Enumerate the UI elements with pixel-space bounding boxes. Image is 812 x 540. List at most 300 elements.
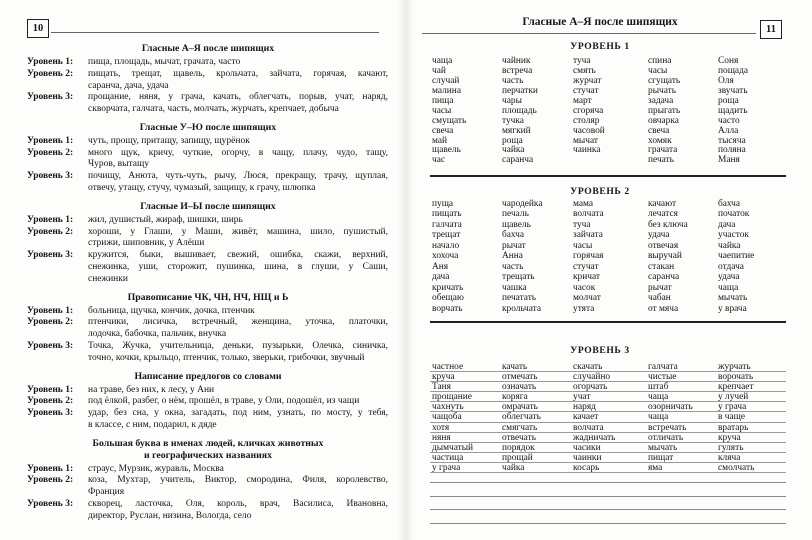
level-word-list [88,396,388,408]
level-text-line: под ёлкой, разбег, о нём, прошёл, в траве, у Оли, подошёл, из чащи [88,396,360,407]
word-row [430,251,786,262]
word-cell: смягчать [502,422,538,433]
word-cell: у грача [718,402,747,413]
page-number-box: 11 [760,20,782,39]
level-label: Уровень 1: [27,214,74,225]
word-cell: дача [432,272,450,282]
word-row [430,412,786,422]
word-cell: омрачать [502,402,538,413]
level-label: Уровень 2: [27,147,74,158]
word-cell: чаща [648,392,669,403]
word-cell: чайка [502,462,525,473]
word-cell: отдача [718,261,744,272]
level-word-list [88,171,388,195]
word-cell: звучать [718,85,748,96]
word-cell: часы [573,240,593,251]
word-cell: чаинка [573,145,601,156]
level-text-line: пища, площадь, мычат, грачата, часто [88,57,241,67]
word-cell: галчата [432,219,462,230]
word-cell: Таня [432,382,451,393]
word-cell: бахча [502,230,525,240]
word-cell: круча [432,372,455,383]
writing-line [430,496,786,497]
word-cell: малина [432,85,461,96]
word-cell: качает [573,412,599,423]
word-cell: отмечать [502,372,538,383]
level-label: Уровень 2: [27,475,74,486]
level-heading: УРОВЕНЬ 3 [570,345,630,356]
level-word-list [88,385,388,397]
word-row [430,423,786,433]
word-cell: утята [573,303,595,314]
word-row [430,209,786,220]
word-cell: у грача [432,462,461,473]
level-text-line: точно, кочки, крыльцо, птенчик, только, зверьки, грибочки, звучный [88,352,365,363]
word-cell: чаепитие [718,251,755,261]
level-text-line: страус, Мурзик, журавль, Москва [88,463,224,474]
word-cell: встреча [502,65,533,76]
level-label: Уровень 2: [27,396,74,407]
word-cell: удача [648,230,670,240]
level-text-line: саранча, дача, удача [88,80,169,91]
word-row [430,463,786,473]
word-cell: часовой [573,125,605,136]
level-label: Уровень 2: [27,317,74,328]
word-cell: отличать [648,432,684,443]
word-cell: коряга [502,392,528,403]
word-cell: столяр [573,115,600,126]
word-cell: в чаще [718,412,746,423]
section-title: Правописание ЧК, ЧН, НЧ, НЩ и Ь [127,291,289,303]
section-heading [27,438,389,462]
word-cell: выручай [648,251,682,261]
word-row [430,443,786,453]
word-cell: чабан [648,293,671,303]
word-cell: яма [648,462,663,473]
word-cell: качают [648,198,677,209]
word-cell: овчарка [648,115,679,126]
word-cell: учат [573,392,591,403]
word-row [430,392,786,402]
word-cell: чаща [718,282,739,293]
word-cell: чайка [502,145,525,156]
word-cell: отвечать [502,432,536,443]
level-label: Уровень 3: [27,408,74,418]
word-cell: журчать [718,362,751,372]
level-word-list [88,148,388,172]
word-cell: рычат [502,240,526,251]
word-cell: саранча [648,272,680,282]
level-label: Уровень 3: [27,250,74,261]
word-cell: трещать [502,272,535,282]
level-label: Уровень 3: [27,498,74,509]
word-grid [430,362,786,473]
word-grid [430,57,786,166]
word-cell: кричать [432,282,464,293]
level-word-list [88,306,388,318]
level-text-line: снежинка, уши, сторожит, пушинка, шина, в глуши, у Саши, [88,261,388,272]
level-text-line: стрижи, шиповник, у Алёши [88,238,205,249]
word-cell: дымчатый [432,442,474,453]
word-cell: участок [718,230,749,240]
running-header: Гласные А–Я после шипящих [522,16,678,28]
word-cell: чары [502,95,522,106]
level-row [27,148,389,172]
word-row [430,283,786,294]
level-text-line: птенчики, лисичка, встречный, женщина, уточка, платочки, [88,317,388,328]
level-text-line: отвечу, утащу, стучу, чумазый, защищу, к грачу, шлюпка [88,182,316,193]
level-row [27,136,389,148]
word-cell: кляча [718,452,741,463]
word-cell: Маня [718,155,740,166]
word-cell: штаб [648,382,669,393]
level-text-line: кружится, быки, вышивает, свежий, ошибка, скажи, верхний, [88,250,388,261]
word-cell: у лучей [718,392,749,403]
word-cell: галчата [648,362,678,372]
word-cell: няня [432,432,451,443]
word-cell: чашка [502,282,527,293]
word-cell: Алла [718,125,739,136]
level-word-list [88,475,388,499]
word-cell: Аня [432,261,449,272]
word-cell: прыгать [648,105,681,116]
section-heading [27,371,389,383]
level-row [27,464,389,476]
word-cell: у врача [718,303,747,314]
word-cell: порядок [502,442,535,453]
word-cell: роща [502,135,523,146]
word-cell: Соня [718,56,739,66]
word-row [430,382,786,392]
word-cell: означать [502,382,537,393]
word-cell: свеча [432,125,454,136]
word-cell: зайчата [573,230,603,240]
level-word-list [88,92,388,116]
header-rule [422,33,756,34]
word-cell [573,156,648,166]
word-cell: ворчать [432,303,463,314]
word-row [430,433,786,443]
word-cell: поляна [718,145,746,156]
writing-line [430,482,786,483]
word-cell: обещаю [432,293,464,303]
section-title: Написание предлогов со словами [134,370,282,382]
word-cell: пища [432,95,454,106]
level-row [27,171,389,195]
word-cell: вратарь [718,422,749,433]
word-cell: стучат [573,85,599,96]
section-title: Большая буква в именах людей, кличках животных [92,437,324,449]
word-cell: удача [718,272,740,282]
level-heading: УРОВЕНЬ 1 [570,41,630,52]
level-row [27,227,389,251]
word-cell: рычать [648,85,676,96]
level-row [27,475,389,499]
word-cell: прощай [502,452,533,463]
level-row [27,215,389,227]
level-text-line: Франция [88,487,125,498]
word-row [430,362,786,372]
section-title: Гласные А–Я после шипящих [141,43,275,54]
word-cell: чаща [648,412,669,423]
level-text-line: почищу, Анюта, чуть-чуть, рычу, Люся, прекращу, трачу, щуплая, [88,171,388,182]
word-cell: часы [648,65,668,76]
level-row [27,499,389,523]
level-row [27,306,389,318]
word-cell: мычать [648,442,678,453]
level-text-line: удар, без сна, у окна, загадать, под ним, узнать, по мосту, у тебя, [88,408,388,418]
word-cell: смолчать [718,462,755,473]
word-cell: трещат [432,230,461,240]
level-text-line: скворец, ласточка, Оля, король, врач, Василиса, Ивановна, [88,498,388,509]
word-cell: щавель [502,219,531,230]
word-row [430,241,786,252]
level-row [27,92,389,116]
word-cell: Анна [502,251,523,261]
level-row [27,69,389,93]
page-number-box: 10 [27,19,49,38]
word-cell: чащоба [432,412,462,423]
level-label: Уровень 2: [27,68,74,79]
word-cell: стакан [648,261,675,272]
level-word-list [88,464,388,476]
word-cell: жадничать [573,432,616,443]
level-word-list [88,499,388,523]
word-cell: крольчата [502,303,542,314]
word-cell: журчат [573,75,602,86]
word-cell: облегчать [502,412,541,423]
word-cell: отвечая [648,240,679,251]
level-label: Уровень 1: [27,384,74,395]
word-cell: бахча [718,198,741,209]
exercise-section [27,122,389,195]
word-cell: площадь [502,105,537,116]
word-cell: тысяча [718,135,746,146]
level-label: Уровень 3: [27,340,74,351]
word-cell: чистые [648,372,677,383]
level-text-line: Чуров, вытащу [88,159,150,170]
level-text-line: снежинки [88,273,128,284]
word-cell: гулять [718,442,744,453]
word-row [430,156,786,166]
word-cell: май [432,135,448,146]
word-cell: мычать [718,293,748,303]
word-cell: мычат [573,135,598,146]
word-cell: встречать [648,422,687,433]
word-cell: чахнуть [432,402,464,413]
level-text-line: чуть, прощу, притащу, запищу, щурёнок [88,135,250,146]
word-cell: часы [432,105,452,116]
word-row [430,402,786,412]
level-label: Уровень 1: [27,135,74,146]
left-page-content [27,43,389,522]
word-cell: пищат [648,452,674,463]
writing-line [430,523,786,524]
word-cell: грачата [648,145,678,156]
section-title: Гласные У–Ю после шипящих [139,121,277,133]
word-cell: молчат [573,293,601,303]
word-cell: март [573,95,592,106]
word-cell: скачать [573,362,603,372]
word-cell: чародейка [502,198,543,209]
level-text-line: больница, щучка, кончик, дочка, птенчик [88,305,255,316]
word-cell: щавель [432,145,461,156]
level-divider-rule [430,175,786,177]
word-row [430,127,786,137]
word-cell: пощада [718,65,749,76]
word-cell: случайно [573,372,611,383]
word-cell: роща [718,95,739,106]
word-cell: волчата [573,209,604,219]
word-row [430,304,786,315]
word-cell: начало [432,240,460,251]
level-text-line: прощание, няня, у грача, качать, облегчать, порыв, учат, наряд, [88,92,388,103]
word-cell: смущать [432,115,467,126]
word-cell: задача [648,95,674,106]
level-row [27,341,389,365]
word-cell: стучат [573,261,599,272]
word-row [430,199,786,210]
level-word-list [88,69,388,93]
word-row [430,293,786,304]
word-cell: саранча [502,155,534,166]
word-cell: пуща [432,198,454,209]
header-rule [51,32,379,33]
level-word-list [88,227,388,251]
word-cell: печать [648,155,674,166]
word-row [430,453,786,463]
level-text-line: лодочка, бабочка, пальчик, внучка [88,329,227,340]
word-cell: часики [573,442,601,453]
word-row [430,262,786,273]
writing-line [430,509,786,510]
level-word-list [88,136,388,148]
level-word-list [88,250,388,285]
word-cell: косарь [573,462,600,473]
word-cell: чай [432,65,446,76]
section-heading [27,201,389,213]
level-label: Уровень 2: [27,226,74,237]
word-cell: тучка [502,115,524,126]
word-cell: без ключа [648,219,688,230]
level-word-list [88,341,388,365]
word-cell: часто [718,115,740,126]
exercise-section [27,371,389,432]
word-cell: круча [718,432,741,443]
section-heading [27,43,389,55]
word-cell: щадить [718,105,748,116]
word-cell: наряд [573,402,596,413]
page-fold-shadow [398,0,414,540]
word-cell: початок [718,209,750,219]
word-cell: туча [573,56,591,66]
level-row [27,317,389,341]
word-cell: часок [573,282,596,293]
level-row [27,385,389,397]
word-cell: чайник [502,56,531,66]
word-row [430,372,786,382]
word-cell: чайка [718,240,741,251]
word-cell: кричат [573,272,600,282]
level-text-line: пищать, трещат, щавель, крольчата, зайчата, горячая, качают, [88,68,388,79]
word-cell: часть [502,261,524,272]
word-cell: туча [573,219,591,230]
word-cell: чаинки [573,452,602,463]
level-text-line: Точка, Жучка, учительница, деньки, пузырьки, Олечка, синичка, [88,340,388,351]
word-cell: сгущать [648,75,681,86]
word-cell: частное [432,362,464,372]
level-label: Уровень 1: [27,463,74,474]
level-divider-rule [430,321,786,323]
section-heading [27,122,389,134]
level-word-list [88,317,388,341]
exercise-section [27,438,389,523]
word-grid [430,199,786,315]
level-text-line: директор, Руслан, низина, Вологда, село [88,510,252,521]
word-cell: волчата [573,422,604,433]
level-row [27,250,389,285]
level-row [27,396,389,408]
level-text-line: коза, Мухтар, учитель, Виктор, смородина, Филя, королевство, [88,475,388,486]
word-cell: хомяк [648,135,672,146]
word-cell: мама [573,198,594,209]
section-heading [27,292,389,304]
word-cell: печаль [502,209,529,219]
word-cell: Оля [718,75,734,86]
word-cell: крепчает [718,382,754,393]
section-title: и географических названиях [143,449,272,461]
word-row [430,230,786,241]
word-cell: случай [432,75,460,86]
word-cell: хотя [432,422,450,433]
word-cell: горячая [573,251,604,261]
word-cell: печатать [502,293,537,303]
word-cell: час [432,155,446,166]
level-row [27,408,389,432]
word-cell: частица [432,452,464,463]
level-text-line: хороши, у Глаши, у Маши, живёт, машина, шило, пушистый, [88,226,388,237]
level-label: Уровень 1: [27,57,74,67]
level-word-list [88,408,388,432]
word-row [430,220,786,231]
level-label: Уровень 3: [27,171,74,182]
word-cell: качать [502,362,528,372]
level-word-list [88,215,388,227]
exercise-section [27,43,389,116]
level-text-line: скворчата, галчата, часть, молчать, журчать, крепчает, добыча [88,104,339,114]
word-row [430,272,786,283]
word-cell: лечатся [648,209,678,219]
level-text-line: в классе, с ним, подарил, к дяде [88,419,217,430]
exercise-section [27,292,389,365]
word-cell: смять [573,65,596,76]
level-label: Уровень 3: [27,92,74,103]
word-cell: мягкий [502,125,531,136]
word-cell: рычат [648,282,672,293]
level-text-line: жил, душистый, жираф, шишки, ширь [88,214,243,225]
word-cell: огорчать [573,382,608,393]
section-title: Гласные И–Ы после шипящих [140,200,276,212]
word-cell: пищать [432,209,462,219]
word-cell: дача [718,219,736,230]
level-text-line: на траве, без них, к лесу, у Ани [88,384,215,395]
word-cell: от мяча [648,303,679,314]
word-cell: ворочать [718,372,754,383]
word-cell: часть [502,75,524,86]
level-word-list [88,57,388,69]
level-row [27,57,389,69]
word-cell: прощание [432,392,472,403]
